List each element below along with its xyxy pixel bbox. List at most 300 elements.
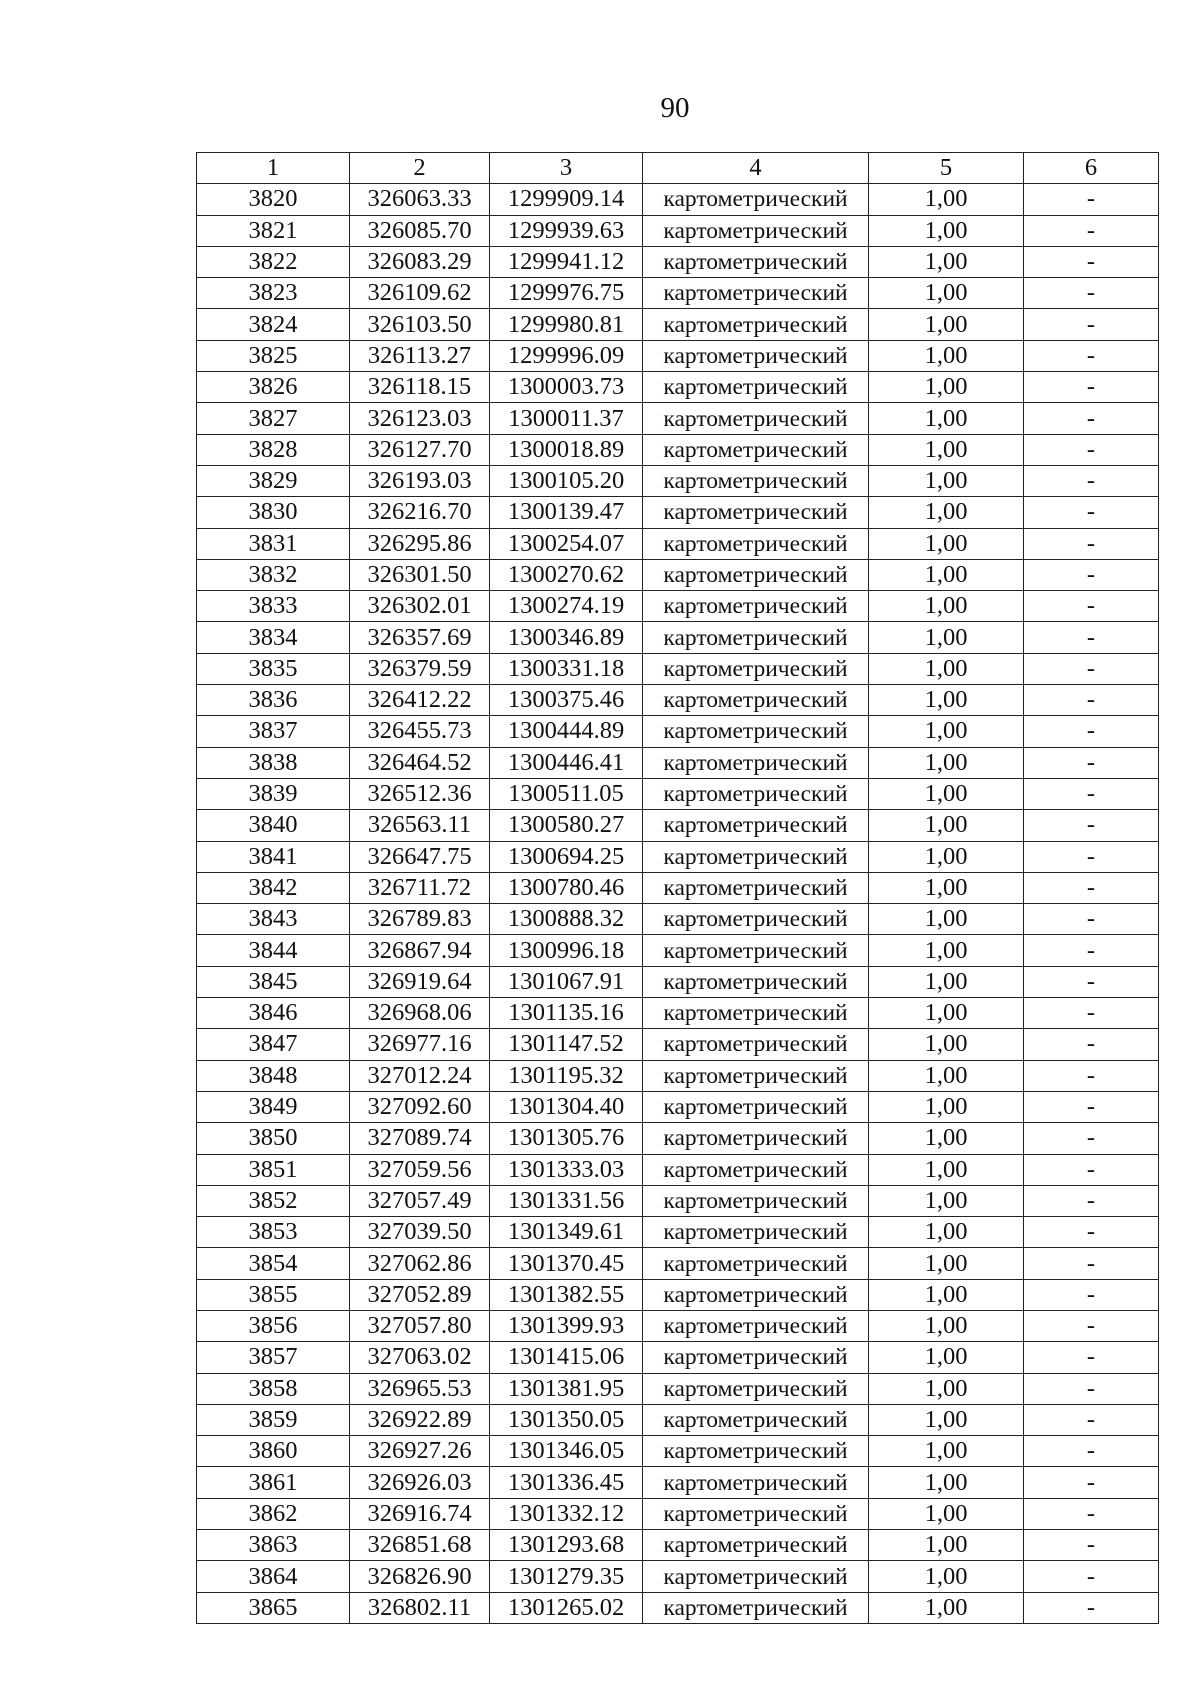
- x-coordinate-cell: 326118.15: [350, 372, 490, 403]
- accuracy-cell: 1,00: [869, 434, 1024, 465]
- point-number-cell: 3830: [197, 497, 350, 528]
- point-number-cell: 3833: [197, 591, 350, 622]
- table-row: [197, 935, 1159, 966]
- table-body: [197, 184, 1159, 1624]
- method-cell: картометрический: [643, 622, 869, 653]
- note-cell: -: [1024, 1248, 1159, 1279]
- y-coordinate-cell: 1301346.05: [490, 1436, 643, 1467]
- note-cell: -: [1024, 497, 1159, 528]
- table-row: [197, 1592, 1159, 1623]
- y-coordinate-cell: 1301279.35: [490, 1561, 643, 1592]
- x-coordinate-cell: 326867.94: [350, 935, 490, 966]
- y-coordinate-cell: 1300270.62: [490, 559, 643, 590]
- method-cell: картометрический: [643, 747, 869, 778]
- table-row: [197, 1467, 1159, 1498]
- accuracy-cell: 1,00: [869, 184, 1024, 215]
- table-row: [197, 434, 1159, 465]
- method-cell: картометрический: [643, 309, 869, 340]
- y-coordinate-cell: 1300331.18: [490, 653, 643, 684]
- note-cell: -: [1024, 1373, 1159, 1404]
- accuracy-cell: 1,00: [869, 653, 1024, 684]
- x-coordinate-cell: 326647.75: [350, 841, 490, 872]
- y-coordinate-cell: 1300580.27: [490, 810, 643, 841]
- method-cell: картометрический: [643, 1248, 869, 1279]
- x-coordinate-cell: 326919.64: [350, 966, 490, 997]
- method-cell: картометрический: [643, 1310, 869, 1341]
- y-coordinate-cell: 1300139.47: [490, 497, 643, 528]
- accuracy-cell: 1,00: [869, 872, 1024, 903]
- point-number-cell: 3857: [197, 1342, 350, 1373]
- x-coordinate-cell: 326193.03: [350, 465, 490, 496]
- point-number-cell: 3864: [197, 1561, 350, 1592]
- table-row: [197, 1310, 1159, 1341]
- x-coordinate-cell: 326357.69: [350, 622, 490, 653]
- point-number-cell: 3839: [197, 778, 350, 809]
- y-coordinate-cell: 1299976.75: [490, 278, 643, 309]
- y-coordinate-cell: 1301333.03: [490, 1154, 643, 1185]
- accuracy-cell: 1,00: [869, 1091, 1024, 1122]
- note-cell: -: [1024, 372, 1159, 403]
- table-row: [197, 653, 1159, 684]
- y-coordinate-cell: 1301399.93: [490, 1310, 643, 1341]
- note-cell: -: [1024, 810, 1159, 841]
- note-cell: -: [1024, 1123, 1159, 1154]
- accuracy-cell: 1,00: [869, 1342, 1024, 1373]
- table-row: [197, 215, 1159, 246]
- point-number-cell: 3834: [197, 622, 350, 653]
- x-coordinate-cell: 326379.59: [350, 653, 490, 684]
- accuracy-cell: 1,00: [869, 935, 1024, 966]
- note-cell: -: [1024, 1592, 1159, 1623]
- note-cell: -: [1024, 622, 1159, 653]
- note-cell: -: [1024, 184, 1159, 215]
- note-cell: -: [1024, 278, 1159, 309]
- point-number-cell: 3856: [197, 1310, 350, 1341]
- y-coordinate-cell: 1301331.56: [490, 1185, 643, 1216]
- point-number-cell: 3835: [197, 653, 350, 684]
- accuracy-cell: 1,00: [869, 1185, 1024, 1216]
- note-cell: -: [1024, 1467, 1159, 1498]
- accuracy-cell: 1,00: [869, 998, 1024, 1029]
- point-number-cell: 3822: [197, 246, 350, 277]
- method-cell: картометрический: [643, 810, 869, 841]
- table-row: [197, 278, 1159, 309]
- note-cell: -: [1024, 1436, 1159, 1467]
- y-coordinate-cell: 1301067.91: [490, 966, 643, 997]
- y-coordinate-cell: 1301195.32: [490, 1060, 643, 1091]
- accuracy-cell: 1,00: [869, 716, 1024, 747]
- note-cell: -: [1024, 653, 1159, 684]
- accuracy-cell: 1,00: [869, 1060, 1024, 1091]
- point-number-cell: 3836: [197, 685, 350, 716]
- y-coordinate-cell: 1300375.46: [490, 685, 643, 716]
- point-number-cell: 3859: [197, 1404, 350, 1435]
- table-row: [197, 1342, 1159, 1373]
- y-coordinate-cell: 1299939.63: [490, 215, 643, 246]
- y-coordinate-cell: 1299941.12: [490, 246, 643, 277]
- table-row: [197, 1217, 1159, 1248]
- x-coordinate-cell: 327052.89: [350, 1279, 490, 1310]
- accuracy-cell: 1,00: [869, 966, 1024, 997]
- table-row: [197, 246, 1159, 277]
- table-row: [197, 184, 1159, 215]
- table-row: [197, 1185, 1159, 1216]
- point-number-cell: 3865: [197, 1592, 350, 1623]
- method-cell: картометрический: [643, 935, 869, 966]
- column-header: 4: [643, 153, 869, 184]
- accuracy-cell: 1,00: [869, 622, 1024, 653]
- table-row: [197, 904, 1159, 935]
- accuracy-cell: 1,00: [869, 1310, 1024, 1341]
- accuracy-cell: 1,00: [869, 246, 1024, 277]
- point-number-cell: 3838: [197, 747, 350, 778]
- x-coordinate-cell: 326063.33: [350, 184, 490, 215]
- table-row: [197, 778, 1159, 809]
- table-row: [197, 966, 1159, 997]
- method-cell: картометрический: [643, 1404, 869, 1435]
- y-coordinate-cell: 1301332.12: [490, 1498, 643, 1529]
- x-coordinate-cell: 327063.02: [350, 1342, 490, 1373]
- method-cell: картометрический: [643, 1123, 869, 1154]
- method-cell: картометрический: [643, 778, 869, 809]
- x-coordinate-cell: 327089.74: [350, 1123, 490, 1154]
- point-number-cell: 3846: [197, 998, 350, 1029]
- point-number-cell: 3841: [197, 841, 350, 872]
- x-coordinate-cell: 327057.80: [350, 1310, 490, 1341]
- point-number-cell: 3861: [197, 1467, 350, 1498]
- table-row: [197, 497, 1159, 528]
- y-coordinate-cell: 1300254.07: [490, 528, 643, 559]
- y-coordinate-cell: 1299909.14: [490, 184, 643, 215]
- method-cell: картометрический: [643, 1279, 869, 1310]
- table-row: [197, 1279, 1159, 1310]
- accuracy-cell: 1,00: [869, 841, 1024, 872]
- accuracy-cell: 1,00: [869, 591, 1024, 622]
- point-number-cell: 3863: [197, 1530, 350, 1561]
- x-coordinate-cell: 326295.86: [350, 528, 490, 559]
- method-cell: картометрический: [643, 1217, 869, 1248]
- y-coordinate-cell: 1300105.20: [490, 465, 643, 496]
- y-coordinate-cell: 1301382.55: [490, 1279, 643, 1310]
- method-cell: картометрический: [643, 528, 869, 559]
- table-row: [197, 841, 1159, 872]
- accuracy-cell: 1,00: [869, 778, 1024, 809]
- method-cell: картометрический: [643, 372, 869, 403]
- accuracy-cell: 1,00: [869, 1123, 1024, 1154]
- y-coordinate-cell: 1300694.25: [490, 841, 643, 872]
- method-cell: картометрический: [643, 653, 869, 684]
- y-coordinate-cell: 1299980.81: [490, 309, 643, 340]
- table-row: [197, 998, 1159, 1029]
- y-coordinate-cell: 1299996.09: [490, 340, 643, 371]
- point-number-cell: 3820: [197, 184, 350, 215]
- method-cell: картометрический: [643, 1561, 869, 1592]
- accuracy-cell: 1,00: [869, 1404, 1024, 1435]
- x-coordinate-cell: 326412.22: [350, 685, 490, 716]
- x-coordinate-cell: 327092.60: [350, 1091, 490, 1122]
- accuracy-cell: 1,00: [869, 1592, 1024, 1623]
- x-coordinate-cell: 326301.50: [350, 559, 490, 590]
- table-row: [197, 1561, 1159, 1592]
- table-row: [197, 309, 1159, 340]
- accuracy-cell: 1,00: [869, 309, 1024, 340]
- accuracy-cell: 1,00: [869, 904, 1024, 935]
- method-cell: картометрический: [643, 403, 869, 434]
- note-cell: -: [1024, 1498, 1159, 1529]
- x-coordinate-cell: 326926.03: [350, 1467, 490, 1498]
- point-number-cell: 3829: [197, 465, 350, 496]
- method-cell: картометрический: [643, 184, 869, 215]
- point-number-cell: 3824: [197, 309, 350, 340]
- method-cell: картометрический: [643, 966, 869, 997]
- table-row: [197, 685, 1159, 716]
- column-header: 5: [869, 153, 1024, 184]
- y-coordinate-cell: 1301265.02: [490, 1592, 643, 1623]
- x-coordinate-cell: 326789.83: [350, 904, 490, 935]
- note-cell: -: [1024, 465, 1159, 496]
- note-cell: -: [1024, 935, 1159, 966]
- column-header: 6: [1024, 153, 1159, 184]
- method-cell: картометрический: [643, 246, 869, 277]
- method-cell: картометрический: [643, 685, 869, 716]
- point-number-cell: 3848: [197, 1060, 350, 1091]
- x-coordinate-cell: 327057.49: [350, 1185, 490, 1216]
- accuracy-cell: 1,00: [869, 1498, 1024, 1529]
- note-cell: -: [1024, 1091, 1159, 1122]
- table-row: [197, 559, 1159, 590]
- point-number-cell: 3831: [197, 528, 350, 559]
- point-number-cell: 3862: [197, 1498, 350, 1529]
- y-coordinate-cell: 1301336.45: [490, 1467, 643, 1498]
- x-coordinate-cell: 326916.74: [350, 1498, 490, 1529]
- method-cell: картометрический: [643, 215, 869, 246]
- table-header-row: [197, 153, 1159, 184]
- x-coordinate-cell: 326216.70: [350, 497, 490, 528]
- x-coordinate-cell: 326113.27: [350, 340, 490, 371]
- x-coordinate-cell: 327039.50: [350, 1217, 490, 1248]
- x-coordinate-cell: 326927.26: [350, 1436, 490, 1467]
- table-row: [197, 340, 1159, 371]
- table-row: [197, 1154, 1159, 1185]
- accuracy-cell: 1,00: [869, 340, 1024, 371]
- table-row: [197, 622, 1159, 653]
- table-row: [197, 1498, 1159, 1529]
- point-number-cell: 3854: [197, 1248, 350, 1279]
- method-cell: картометрический: [643, 559, 869, 590]
- method-cell: картометрический: [643, 1029, 869, 1060]
- method-cell: картометрический: [643, 497, 869, 528]
- note-cell: -: [1024, 1404, 1159, 1435]
- accuracy-cell: 1,00: [869, 465, 1024, 496]
- x-coordinate-cell: 326826.90: [350, 1561, 490, 1592]
- accuracy-cell: 1,00: [869, 1279, 1024, 1310]
- y-coordinate-cell: 1300996.18: [490, 935, 643, 966]
- point-number-cell: 3858: [197, 1373, 350, 1404]
- x-coordinate-cell: 327062.86: [350, 1248, 490, 1279]
- method-cell: картометрический: [643, 340, 869, 371]
- column-header: 2: [350, 153, 490, 184]
- x-coordinate-cell: 326127.70: [350, 434, 490, 465]
- y-coordinate-cell: 1301381.95: [490, 1373, 643, 1404]
- x-coordinate-cell: 326109.62: [350, 278, 490, 309]
- method-cell: картометрический: [643, 1185, 869, 1216]
- y-coordinate-cell: 1300444.89: [490, 716, 643, 747]
- point-number-cell: 3844: [197, 935, 350, 966]
- method-cell: картометрический: [643, 1091, 869, 1122]
- page-number: 90: [660, 92, 690, 124]
- point-number-cell: 3821: [197, 215, 350, 246]
- point-number-cell: 3853: [197, 1217, 350, 1248]
- x-coordinate-cell: 326922.89: [350, 1404, 490, 1435]
- method-cell: картометрический: [643, 1342, 869, 1373]
- accuracy-cell: 1,00: [869, 1248, 1024, 1279]
- y-coordinate-cell: 1300011.37: [490, 403, 643, 434]
- table-row: [197, 810, 1159, 841]
- table-row: [197, 1436, 1159, 1467]
- y-coordinate-cell: 1300511.05: [490, 778, 643, 809]
- x-coordinate-cell: 326977.16: [350, 1029, 490, 1060]
- accuracy-cell: 1,00: [869, 278, 1024, 309]
- table-row: [197, 591, 1159, 622]
- method-cell: картометрический: [643, 434, 869, 465]
- accuracy-cell: 1,00: [869, 810, 1024, 841]
- point-number-cell: 3837: [197, 716, 350, 747]
- y-coordinate-cell: 1300888.32: [490, 904, 643, 935]
- accuracy-cell: 1,00: [869, 1530, 1024, 1561]
- y-coordinate-cell: 1300780.46: [490, 872, 643, 903]
- point-number-cell: 3842: [197, 872, 350, 903]
- table-row: [197, 1060, 1159, 1091]
- note-cell: -: [1024, 716, 1159, 747]
- coordinates-table: [196, 152, 1159, 1624]
- method-cell: картометрический: [643, 1436, 869, 1467]
- note-cell: -: [1024, 1342, 1159, 1373]
- table-row: [197, 1123, 1159, 1154]
- x-coordinate-cell: 326464.52: [350, 747, 490, 778]
- table-row: [197, 1373, 1159, 1404]
- note-cell: -: [1024, 1154, 1159, 1185]
- y-coordinate-cell: 1301305.76: [490, 1123, 643, 1154]
- y-coordinate-cell: 1300274.19: [490, 591, 643, 622]
- table-row: [197, 872, 1159, 903]
- note-cell: -: [1024, 434, 1159, 465]
- table-row: [197, 403, 1159, 434]
- point-number-cell: 3843: [197, 904, 350, 935]
- accuracy-cell: 1,00: [869, 559, 1024, 590]
- point-number-cell: 3826: [197, 372, 350, 403]
- note-cell: -: [1024, 685, 1159, 716]
- y-coordinate-cell: 1301147.52: [490, 1029, 643, 1060]
- method-cell: картометрический: [643, 998, 869, 1029]
- method-cell: картометрический: [643, 1060, 869, 1091]
- note-cell: -: [1024, 1279, 1159, 1310]
- method-cell: картометрический: [643, 278, 869, 309]
- table-row: [197, 716, 1159, 747]
- point-number-cell: 3845: [197, 966, 350, 997]
- method-cell: картометрический: [643, 872, 869, 903]
- note-cell: -: [1024, 998, 1159, 1029]
- y-coordinate-cell: 1301415.06: [490, 1342, 643, 1373]
- y-coordinate-cell: 1301304.40: [490, 1091, 643, 1122]
- x-coordinate-cell: 326851.68: [350, 1530, 490, 1561]
- x-coordinate-cell: 326711.72: [350, 872, 490, 903]
- table-row: [197, 465, 1159, 496]
- accuracy-cell: 1,00: [869, 372, 1024, 403]
- note-cell: -: [1024, 528, 1159, 559]
- accuracy-cell: 1,00: [869, 215, 1024, 246]
- accuracy-cell: 1,00: [869, 403, 1024, 434]
- note-cell: -: [1024, 1217, 1159, 1248]
- note-cell: -: [1024, 1561, 1159, 1592]
- note-cell: -: [1024, 1060, 1159, 1091]
- y-coordinate-cell: 1301370.45: [490, 1248, 643, 1279]
- table-row: [197, 372, 1159, 403]
- method-cell: картометрический: [643, 591, 869, 622]
- point-number-cell: 3840: [197, 810, 350, 841]
- accuracy-cell: 1,00: [869, 747, 1024, 778]
- method-cell: картометрический: [643, 1592, 869, 1623]
- column-header: 3: [490, 153, 643, 184]
- note-cell: -: [1024, 1530, 1159, 1561]
- accuracy-cell: 1,00: [869, 1467, 1024, 1498]
- table-row: [197, 747, 1159, 778]
- accuracy-cell: 1,00: [869, 1217, 1024, 1248]
- accuracy-cell: 1,00: [869, 1373, 1024, 1404]
- method-cell: картометрический: [643, 716, 869, 747]
- note-cell: -: [1024, 403, 1159, 434]
- y-coordinate-cell: 1301350.05: [490, 1404, 643, 1435]
- note-cell: -: [1024, 1310, 1159, 1341]
- note-cell: -: [1024, 309, 1159, 340]
- x-coordinate-cell: 326968.06: [350, 998, 490, 1029]
- note-cell: -: [1024, 904, 1159, 935]
- x-coordinate-cell: 326302.01: [350, 591, 490, 622]
- y-coordinate-cell: 1301293.68: [490, 1530, 643, 1561]
- point-number-cell: 3825: [197, 340, 350, 371]
- note-cell: -: [1024, 1029, 1159, 1060]
- point-number-cell: 3860: [197, 1436, 350, 1467]
- method-cell: картометрический: [643, 841, 869, 872]
- accuracy-cell: 1,00: [869, 1436, 1024, 1467]
- note-cell: -: [1024, 841, 1159, 872]
- accuracy-cell: 1,00: [869, 528, 1024, 559]
- note-cell: -: [1024, 215, 1159, 246]
- table-row: [197, 1530, 1159, 1561]
- accuracy-cell: 1,00: [869, 1029, 1024, 1060]
- note-cell: -: [1024, 872, 1159, 903]
- note-cell: -: [1024, 591, 1159, 622]
- x-coordinate-cell: 326455.73: [350, 716, 490, 747]
- y-coordinate-cell: 1300018.89: [490, 434, 643, 465]
- table-row: [197, 1029, 1159, 1060]
- note-cell: -: [1024, 1185, 1159, 1216]
- table-row: [197, 1248, 1159, 1279]
- point-number-cell: 3847: [197, 1029, 350, 1060]
- point-number-cell: 3849: [197, 1091, 350, 1122]
- note-cell: -: [1024, 747, 1159, 778]
- x-coordinate-cell: 326085.70: [350, 215, 490, 246]
- y-coordinate-cell: 1301349.61: [490, 1217, 643, 1248]
- accuracy-cell: 1,00: [869, 1154, 1024, 1185]
- note-cell: -: [1024, 340, 1159, 371]
- method-cell: картометрический: [643, 1373, 869, 1404]
- point-number-cell: 3823: [197, 278, 350, 309]
- note-cell: -: [1024, 966, 1159, 997]
- note-cell: -: [1024, 559, 1159, 590]
- note-cell: -: [1024, 246, 1159, 277]
- point-number-cell: 3832: [197, 559, 350, 590]
- accuracy-cell: 1,00: [869, 497, 1024, 528]
